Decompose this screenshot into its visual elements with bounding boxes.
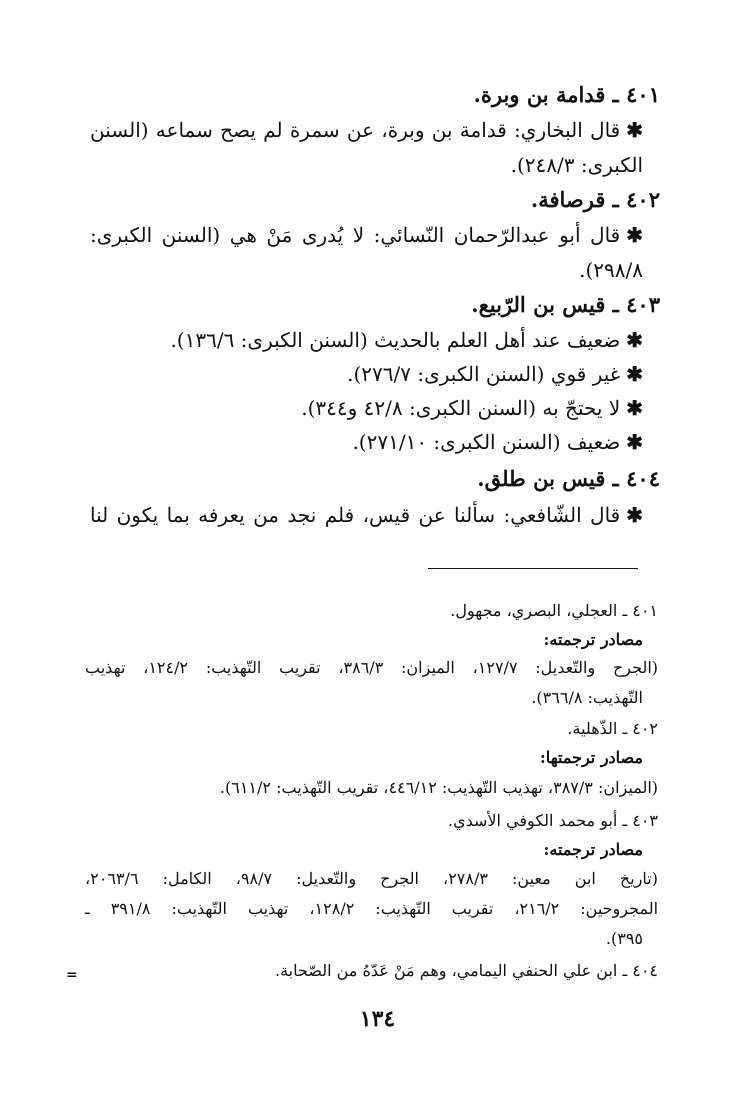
entry-title-403: ٤٠٣ ـ قيس بن الرّبيع. (471, 292, 660, 317)
entry-title-404: ٤٠٤ ـ قيس بن طلق. (477, 466, 660, 491)
entry-line: الكبرى: ٢٤٨/٣). (510, 153, 643, 177)
footnote-line: (الميزان: ٣٨٧/٣، تهذيب التّهذيب: ٤٤٦/١٢، تقريب التّهذيب: ٦١١/٢). (219, 778, 658, 797)
footnote-title-404: ٤٠٤ ـ ابن علي الحنفي اليمامي، وهم مَنْ عَدّهُ من الصّحابة. (275, 961, 658, 980)
entry-line: ✱قال أبو عبدالرّحمان النّسائي: لا يُدرى مَنْ هي (السنن الكبرى: (90, 223, 643, 247)
asterisk-icon: ✱ (626, 396, 643, 420)
entry-line: ٢٩٨/٨). (579, 258, 643, 282)
asterisk-icon: ✱ (626, 223, 643, 247)
entry-line: ✱ضعيف عند أهل العلم بالحديث (السنن الكبرى: ١٣٦/٦). (170, 328, 643, 352)
footnote-divider (428, 568, 638, 569)
entry-line: ✱ضعيف (السنن الكبرى: ٢٧١/١٠). (352, 430, 643, 454)
asterisk-icon: ✱ (626, 328, 643, 352)
continuation-mark: = (66, 967, 78, 983)
footnote-line: المجروحين: ٢١٦/٢، تقريب التّهذيب: ١٢٨/٢، تهذيب التّهذيب: ٣٩١/٨ ـ (85, 899, 659, 918)
footnote-title-401: ٤٠١ ـ العجلي، البصري، مجهول. (450, 601, 658, 620)
entry-title-402: ٤٠٢ ـ قرصافة. (530, 187, 660, 212)
asterisk-icon: ✱ (626, 430, 643, 454)
entry-line: ✱غير قوي (السنن الكبرى: ٢٧٦/٧). (347, 362, 643, 386)
footnote-sources-label: مصادر ترجمتها: (539, 748, 643, 767)
footnote-title-402: ٤٠٢ ـ الذّهلية. (567, 719, 658, 738)
asterisk-icon: ✱ (626, 118, 643, 142)
entry-title-401: ٤٠١ ـ قدامة بن وبرة. (473, 82, 660, 107)
footnote-sources-label: مصادر ترجمته: (543, 630, 643, 649)
entry-line: ✱قال الشّافعي: سألنا عن قيس، فلم نجد من يعرفه بما يكون لنا (90, 503, 643, 527)
footnote-title-403: ٤٠٣ ـ أبو محمد الكوفي الأسدي. (448, 811, 658, 830)
footnote-line: (الجرح والتّعديل: ١٢٧/٧، الميزان: ٣٨٦/٣، تقريب التّهذيب: ١٢٤/٢، تهذيب (85, 658, 659, 677)
footnote-line: التّهذيب: ٣٦٦/٨). (531, 688, 643, 707)
entry-line: ✱لا يحتجّ به (السنن الكبرى: ٤٢/٨ و٣٤٤). (301, 396, 643, 420)
page-number: ١٣٤ (359, 1006, 396, 1032)
footnote-sources-label: مصادر ترجمته: (543, 840, 643, 859)
footnote-line: (تاريخ ابن معين: ٢٧٨/٣، الجرح والتّعديل: ٩٨/٧، الكامل: ٢٠٦٣/٦، (85, 869, 658, 888)
footnote-line: ٣٩٥). (605, 929, 643, 948)
asterisk-icon: ✱ (626, 503, 643, 527)
asterisk-icon: ✱ (626, 362, 643, 386)
entry-line: ✱قال البخاري: قدامة بن وبرة، عن سمرة لم يصح سماعه (السنن (90, 118, 643, 142)
